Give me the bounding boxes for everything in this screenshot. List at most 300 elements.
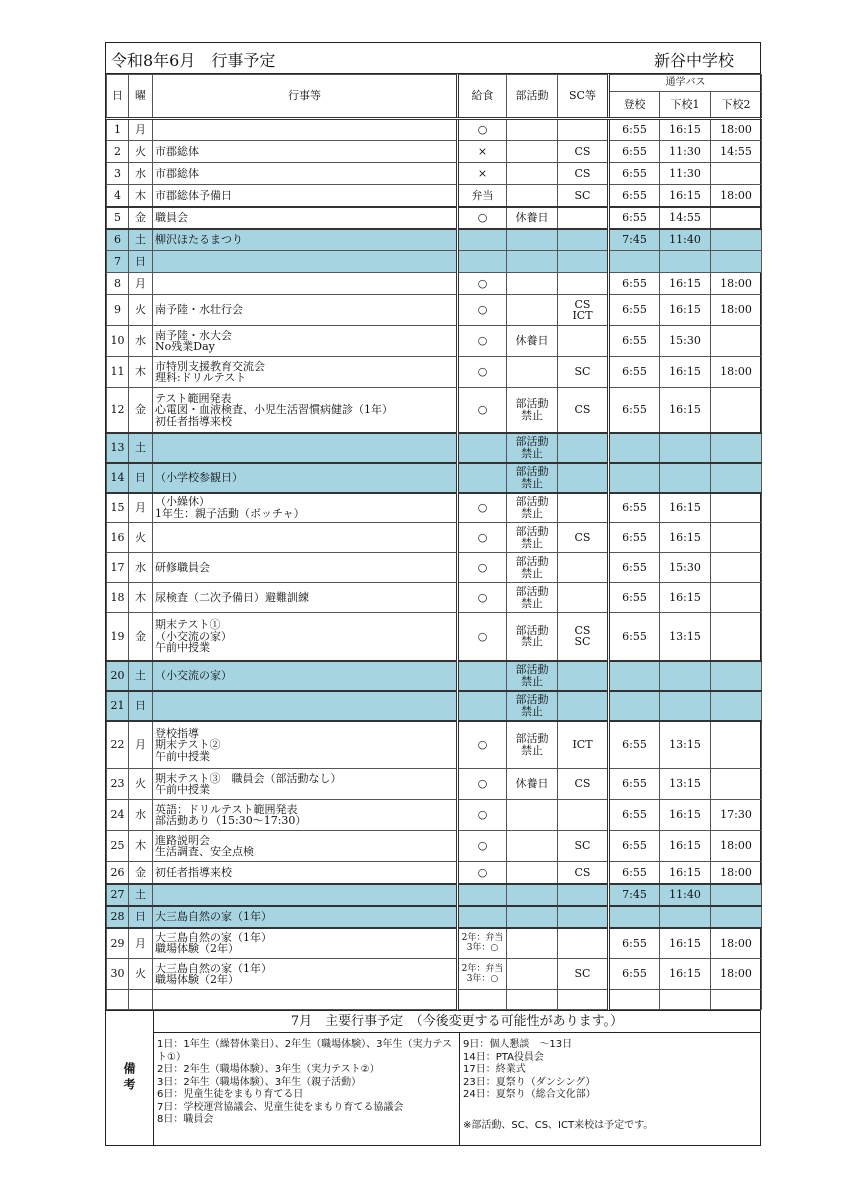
day-cell	[107, 990, 129, 1010]
weekday-cell: 月	[129, 119, 153, 141]
bus-out1-cell: 16:15	[660, 862, 711, 884]
table-row	[107, 769, 762, 800]
table-row	[107, 185, 762, 207]
events-cell: 柳沢ほたるまつり	[153, 229, 458, 251]
bus-out1-cell	[660, 463, 711, 493]
sc-cell: SC	[558, 959, 609, 990]
club-cell	[507, 251, 558, 273]
weekday-cell: 金	[129, 388, 153, 433]
events-cell: テスト範囲発表 心電図・血液検査、小児生活習慣病健診（1年） 初任者指導来校	[153, 388, 458, 433]
weekday-cell: 月	[129, 493, 153, 523]
bus-in-cell	[609, 990, 660, 1010]
notes-left-list	[157, 1039, 457, 1127]
bus-out2-cell	[711, 493, 762, 523]
events-cell: 市特別支援教育交流会 理科:ドリルテスト	[153, 357, 458, 388]
table-row	[107, 553, 762, 583]
events-cell: （小繰休） 1年生：親子活動（ボッチャ）	[153, 493, 458, 523]
club-cell: 部活動 禁止	[507, 463, 558, 493]
weekday-cell: 水	[129, 553, 153, 583]
lunch-cell	[458, 229, 507, 251]
weekday-cell: 火	[129, 959, 153, 990]
notes-right-list	[463, 1039, 760, 1102]
day-cell: 18	[107, 583, 129, 613]
weekday-cell	[129, 990, 153, 1010]
day-cell: 27	[107, 884, 129, 906]
day-cell: 20	[107, 661, 129, 691]
events-cell: 職員会	[153, 207, 458, 229]
lunch-cell: 2年：弁当 3年：○	[458, 928, 507, 959]
sc-cell	[558, 906, 609, 928]
weekday-cell: 金	[129, 862, 153, 884]
sc-cell: SC	[558, 357, 609, 388]
notes-right-item: 23日：夏祭り（ダンシング）	[463, 1076, 596, 1088]
day-cell: 1	[107, 119, 129, 141]
day-cell: 19	[107, 613, 129, 661]
table-header-row	[107, 75, 762, 92]
weekday-cell: 火	[129, 141, 153, 163]
events-cell: 初任者指導来校	[153, 862, 458, 884]
day-cell: 6	[107, 229, 129, 251]
sc-cell	[558, 207, 609, 229]
bus-out1-cell	[660, 661, 711, 691]
bus-out2-cell	[711, 906, 762, 928]
bus-out1-cell: 13:15	[660, 721, 711, 769]
day-cell: 30	[107, 959, 129, 990]
table-row	[107, 990, 762, 1010]
weekday-cell: 木	[129, 185, 153, 207]
club-cell	[507, 831, 558, 862]
day-cell: 11	[107, 357, 129, 388]
weekday-cell: 土	[129, 661, 153, 691]
events-cell	[153, 251, 458, 273]
lunch-cell: 2年：弁当 3年：○	[458, 959, 507, 990]
bus-out1-cell: 16:15	[660, 493, 711, 523]
bus-in-cell: 6:55	[609, 273, 660, 295]
table-row	[107, 884, 762, 906]
sc-cell	[558, 229, 609, 251]
lunch-cell: ○	[458, 207, 507, 229]
club-cell	[507, 928, 558, 959]
lunch-cell: ○	[458, 553, 507, 583]
sc-cell: CS	[558, 769, 609, 800]
table-row	[107, 163, 762, 185]
day-cell: 10	[107, 326, 129, 357]
weekday-cell: 土	[129, 433, 153, 463]
table-row	[107, 721, 762, 769]
lunch-cell: ○	[458, 273, 507, 295]
table-row	[107, 433, 762, 463]
table-row	[107, 251, 762, 273]
bus-out2-cell: 18:00	[711, 185, 762, 207]
notes-label: 備考	[122, 1062, 136, 1094]
col-bus-out2: 下校2	[711, 91, 762, 118]
club-cell: 部活動 禁止	[507, 691, 558, 721]
table-row	[107, 229, 762, 251]
weekday-cell: 木	[129, 831, 153, 862]
bus-out2-cell	[711, 691, 762, 721]
bus-in-cell: 7:45	[609, 884, 660, 906]
bus-out1-cell	[660, 691, 711, 721]
sc-cell: SC	[558, 185, 609, 207]
events-cell	[153, 433, 458, 463]
table-row	[107, 463, 762, 493]
table-row	[107, 273, 762, 295]
day-cell: 24	[107, 800, 129, 831]
lunch-cell	[458, 433, 507, 463]
weekday-cell: 水	[129, 800, 153, 831]
table-row	[107, 388, 762, 433]
lunch-cell: ○	[458, 769, 507, 800]
lunch-cell	[458, 884, 507, 906]
bus-out1-cell: 16:15	[660, 583, 711, 613]
bus-out1-cell: 16:15	[660, 959, 711, 990]
bus-out2-cell: 18:00	[711, 928, 762, 959]
notes-left-item: 2日：2年生（職場体験）、3年生（実力テスト②）	[157, 1064, 380, 1075]
schedule-sheet	[105, 42, 761, 1146]
col-events: 行事等	[153, 75, 458, 119]
events-cell: （小交流の家）	[153, 661, 458, 691]
weekday-cell: 土	[129, 884, 153, 906]
bus-out2-cell	[711, 553, 762, 583]
bus-out2-cell	[711, 163, 762, 185]
events-cell: 尿検査（二次予備日）避難訓練	[153, 583, 458, 613]
lunch-cell: ○	[458, 721, 507, 769]
table-row	[107, 906, 762, 928]
bus-in-cell	[609, 906, 660, 928]
sc-cell	[558, 119, 609, 141]
events-cell	[153, 273, 458, 295]
bus-out2-cell: 18:00	[711, 831, 762, 862]
table-row	[107, 295, 762, 326]
weekday-cell: 日	[129, 463, 153, 493]
bus-in-cell: 6:55	[609, 207, 660, 229]
sc-cell	[558, 661, 609, 691]
day-cell: 7	[107, 251, 129, 273]
bus-in-cell	[609, 691, 660, 721]
bus-out1-cell: 11:40	[660, 229, 711, 251]
bus-in-cell: 6:55	[609, 141, 660, 163]
bus-out1-cell: 16:15	[660, 295, 711, 326]
day-cell: 15	[107, 493, 129, 523]
sc-cell	[558, 251, 609, 273]
weekday-cell: 火	[129, 769, 153, 800]
sc-cell: SC	[558, 831, 609, 862]
notes-section	[106, 1010, 760, 1145]
bus-out1-cell	[660, 251, 711, 273]
lunch-cell	[458, 906, 507, 928]
events-cell: 大三島自然の家（1年）	[153, 906, 458, 928]
club-cell: 部活動 禁止	[507, 388, 558, 433]
events-cell: 南予陸・水壮行会	[153, 295, 458, 326]
table-row	[107, 141, 762, 163]
lunch-cell: 弁当	[458, 185, 507, 207]
club-cell	[507, 141, 558, 163]
club-cell: 部活動 禁止	[507, 661, 558, 691]
events-cell: 大三島自然の家（1年） 職場体験（2年）	[153, 928, 458, 959]
events-cell: 南予陸・水大会 No残業Day	[153, 326, 458, 357]
day-cell: 3	[107, 163, 129, 185]
bus-in-cell: 6:55	[609, 928, 660, 959]
sc-cell: CS	[558, 163, 609, 185]
day-cell: 26	[107, 862, 129, 884]
events-cell: 期末テスト① （小交流の家） 午前中授業	[153, 613, 458, 661]
lunch-cell: ○	[458, 613, 507, 661]
bus-out1-cell: 15:30	[660, 326, 711, 357]
club-cell: 部活動 禁止	[507, 523, 558, 553]
club-cell	[507, 800, 558, 831]
bus-out1-cell	[660, 906, 711, 928]
sc-cell: ICT	[558, 721, 609, 769]
events-cell: 研修職員会	[153, 553, 458, 583]
lunch-cell: ×	[458, 163, 507, 185]
bus-out2-cell: 17:30	[711, 800, 762, 831]
bus-out1-cell: 16:15	[660, 928, 711, 959]
sc-cell: CS	[558, 862, 609, 884]
day-cell: 9	[107, 295, 129, 326]
table-row	[107, 691, 762, 721]
page-title: 令和8年6月 行事予定	[111, 51, 276, 70]
col-weekday: 曜	[129, 75, 153, 119]
day-cell: 28	[107, 906, 129, 928]
notes-right-item: 24日：夏祭り（総合文化部）	[463, 1089, 596, 1100]
bus-out1-cell	[660, 433, 711, 463]
club-cell: 部活動 禁止	[507, 583, 558, 613]
club-cell: 部活動 禁止	[507, 613, 558, 661]
bus-out2-cell	[711, 721, 762, 769]
events-cell	[153, 523, 458, 553]
lunch-cell: ○	[458, 295, 507, 326]
notes-left-item: 3日：2年生（職場体験）、3年生（親子活動）	[157, 1076, 362, 1088]
table-row	[107, 357, 762, 388]
weekday-cell: 日	[129, 691, 153, 721]
bus-in-cell: 6:55	[609, 800, 660, 831]
bus-in-cell	[609, 433, 660, 463]
bus-in-cell	[609, 661, 660, 691]
bus-out2-cell	[711, 523, 762, 553]
sc-cell	[558, 691, 609, 721]
schedule-table	[106, 74, 762, 1010]
lunch-cell	[458, 463, 507, 493]
bus-out2-cell	[711, 613, 762, 661]
bus-in-cell: 6:55	[609, 613, 660, 661]
club-cell: 休養日	[507, 207, 558, 229]
bus-out2-cell: 18:00	[711, 862, 762, 884]
lunch-cell	[458, 990, 507, 1010]
sc-cell: CS	[558, 141, 609, 163]
club-cell	[507, 357, 558, 388]
day-cell: 17	[107, 553, 129, 583]
bus-out2-cell	[711, 463, 762, 493]
bus-in-cell: 6:55	[609, 831, 660, 862]
bus-out1-cell: 16:15	[660, 119, 711, 141]
col-bus-in: 登校	[609, 91, 660, 118]
bus-in-cell: 6:55	[609, 862, 660, 884]
sc-cell	[558, 928, 609, 959]
bus-out1-cell: 14:55	[660, 207, 711, 229]
table-row	[107, 959, 762, 990]
bus-out1-cell: 13:15	[660, 613, 711, 661]
club-cell	[507, 959, 558, 990]
bus-out2-cell	[711, 990, 762, 1010]
events-cell	[153, 884, 458, 906]
bus-out1-cell: 16:15	[660, 273, 711, 295]
bus-in-cell: 6:55	[609, 493, 660, 523]
day-cell: 22	[107, 721, 129, 769]
notes-left-item: 7日：学校運営協議会、児童生徒をまもり育てる協議会	[157, 1101, 404, 1113]
weekday-cell: 日	[129, 251, 153, 273]
bus-in-cell	[609, 251, 660, 273]
lunch-cell: ○	[458, 523, 507, 553]
weekday-cell: 土	[129, 229, 153, 251]
lunch-cell: ○	[458, 831, 507, 862]
col-bus: 通学バス	[609, 75, 762, 92]
notes-footnote: ※部活動、SC、CS、ICT来校は予定です。	[463, 1120, 654, 1131]
club-cell: 部活動 禁止	[507, 721, 558, 769]
sc-cell: CS SC	[558, 613, 609, 661]
sc-cell	[558, 326, 609, 357]
bus-out1-cell: 16:15	[660, 388, 711, 433]
sc-cell	[558, 553, 609, 583]
weekday-cell: 火	[129, 523, 153, 553]
bus-out2-cell: 18:00	[711, 959, 762, 990]
sc-cell	[558, 990, 609, 1010]
day-cell: 13	[107, 433, 129, 463]
table-row	[107, 523, 762, 553]
notes-left-item: 1日：1年生（繰替休業日）、2年生（職場体験）、3年生（実力テスト①）	[157, 1039, 453, 1063]
bus-out2-cell	[711, 583, 762, 613]
day-cell: 25	[107, 831, 129, 862]
club-cell: 休養日	[507, 769, 558, 800]
weekday-cell: 月	[129, 721, 153, 769]
sc-cell: CS	[558, 523, 609, 553]
title-bar	[106, 43, 760, 74]
sc-cell	[558, 884, 609, 906]
bus-in-cell: 6:55	[609, 185, 660, 207]
table-row	[107, 862, 762, 884]
club-cell	[507, 990, 558, 1010]
bus-out1-cell: 16:15	[660, 831, 711, 862]
club-cell	[507, 229, 558, 251]
sc-cell	[558, 583, 609, 613]
club-cell	[507, 273, 558, 295]
bus-out1-cell: 13:15	[660, 769, 711, 800]
table-row	[107, 661, 762, 691]
club-cell: 部活動 禁止	[507, 553, 558, 583]
bus-out1-cell: 11:30	[660, 141, 711, 163]
weekday-cell: 金	[129, 613, 153, 661]
table-row	[107, 119, 762, 141]
notes-right-item: 14日：PTA役員会	[463, 1051, 544, 1063]
bus-out1-cell: 11:40	[660, 884, 711, 906]
day-cell: 2	[107, 141, 129, 163]
bus-out2-cell	[711, 661, 762, 691]
club-cell	[507, 295, 558, 326]
day-cell: 12	[107, 388, 129, 433]
day-cell: 14	[107, 463, 129, 493]
bus-in-cell: 6:55	[609, 523, 660, 553]
events-cell: 市郡総体	[153, 141, 458, 163]
events-cell	[153, 119, 458, 141]
club-cell	[507, 185, 558, 207]
events-cell: 登校指導 期末テスト② 午前中授業	[153, 721, 458, 769]
events-cell: 大三島自然の家（1年） 職場体験（2年）	[153, 959, 458, 990]
lunch-cell: ○	[458, 862, 507, 884]
club-cell	[507, 884, 558, 906]
bus-in-cell: 6:55	[609, 583, 660, 613]
table-row	[107, 493, 762, 523]
lunch-cell: ×	[458, 141, 507, 163]
col-day: 日	[107, 75, 129, 119]
bus-out2-cell: 18:00	[711, 273, 762, 295]
bus-in-cell: 6:55	[609, 326, 660, 357]
bus-in-cell: 6:55	[609, 959, 660, 990]
bus-in-cell: 6:55	[609, 553, 660, 583]
bus-out2-cell: 18:00	[711, 119, 762, 141]
bus-out2-cell: 14:55	[711, 141, 762, 163]
lunch-cell: ○	[458, 583, 507, 613]
weekday-cell: 月	[129, 928, 153, 959]
bus-out2-cell	[711, 207, 762, 229]
notes-left-item: 8日：職員会	[157, 1114, 214, 1125]
bus-out2-cell	[711, 769, 762, 800]
sc-cell	[558, 493, 609, 523]
sc-cell	[558, 800, 609, 831]
col-lunch: 給食	[458, 75, 507, 119]
lunch-cell: ○	[458, 388, 507, 433]
day-cell: 29	[107, 928, 129, 959]
bus-out2-cell	[711, 388, 762, 433]
events-cell: 市郡総体予備日	[153, 185, 458, 207]
bus-out1-cell: 15:30	[660, 553, 711, 583]
club-cell: 休養日	[507, 326, 558, 357]
bus-out1-cell: 16:15	[660, 800, 711, 831]
lunch-cell: ○	[458, 800, 507, 831]
bus-in-cell: 6:55	[609, 769, 660, 800]
lunch-cell: ○	[458, 326, 507, 357]
lunch-cell	[458, 691, 507, 721]
bus-out2-cell	[711, 251, 762, 273]
lunch-cell: ○	[458, 493, 507, 523]
sc-cell	[558, 433, 609, 463]
weekday-cell: 水	[129, 163, 153, 185]
events-cell: 進路説明会 生活調査、安全点検	[153, 831, 458, 862]
table-row	[107, 326, 762, 357]
lunch-cell	[458, 661, 507, 691]
events-cell	[153, 691, 458, 721]
day-cell: 21	[107, 691, 129, 721]
bus-in-cell: 6:55	[609, 163, 660, 185]
day-cell: 16	[107, 523, 129, 553]
notes-left-item: 6日：児童生徒をまもり育てる日	[157, 1089, 304, 1100]
club-cell	[507, 119, 558, 141]
lunch-cell	[458, 251, 507, 273]
bus-in-cell: 6:55	[609, 721, 660, 769]
bus-out1-cell: 16:15	[660, 357, 711, 388]
club-cell	[507, 862, 558, 884]
notes-right-panel	[459, 1033, 760, 1145]
col-club: 部活動	[507, 75, 558, 119]
bus-in-cell	[609, 463, 660, 493]
club-cell: 部活動 禁止	[507, 493, 558, 523]
sc-cell: CS	[558, 388, 609, 433]
lunch-cell: ○	[458, 357, 507, 388]
bus-in-cell: 6:55	[609, 357, 660, 388]
notes-right-item: 17日：終業式	[463, 1064, 526, 1075]
bus-out1-cell	[660, 990, 711, 1010]
events-cell: （小学校参観日）	[153, 463, 458, 493]
col-sc: SC等	[558, 75, 609, 119]
bus-in-cell: 7:45	[609, 229, 660, 251]
